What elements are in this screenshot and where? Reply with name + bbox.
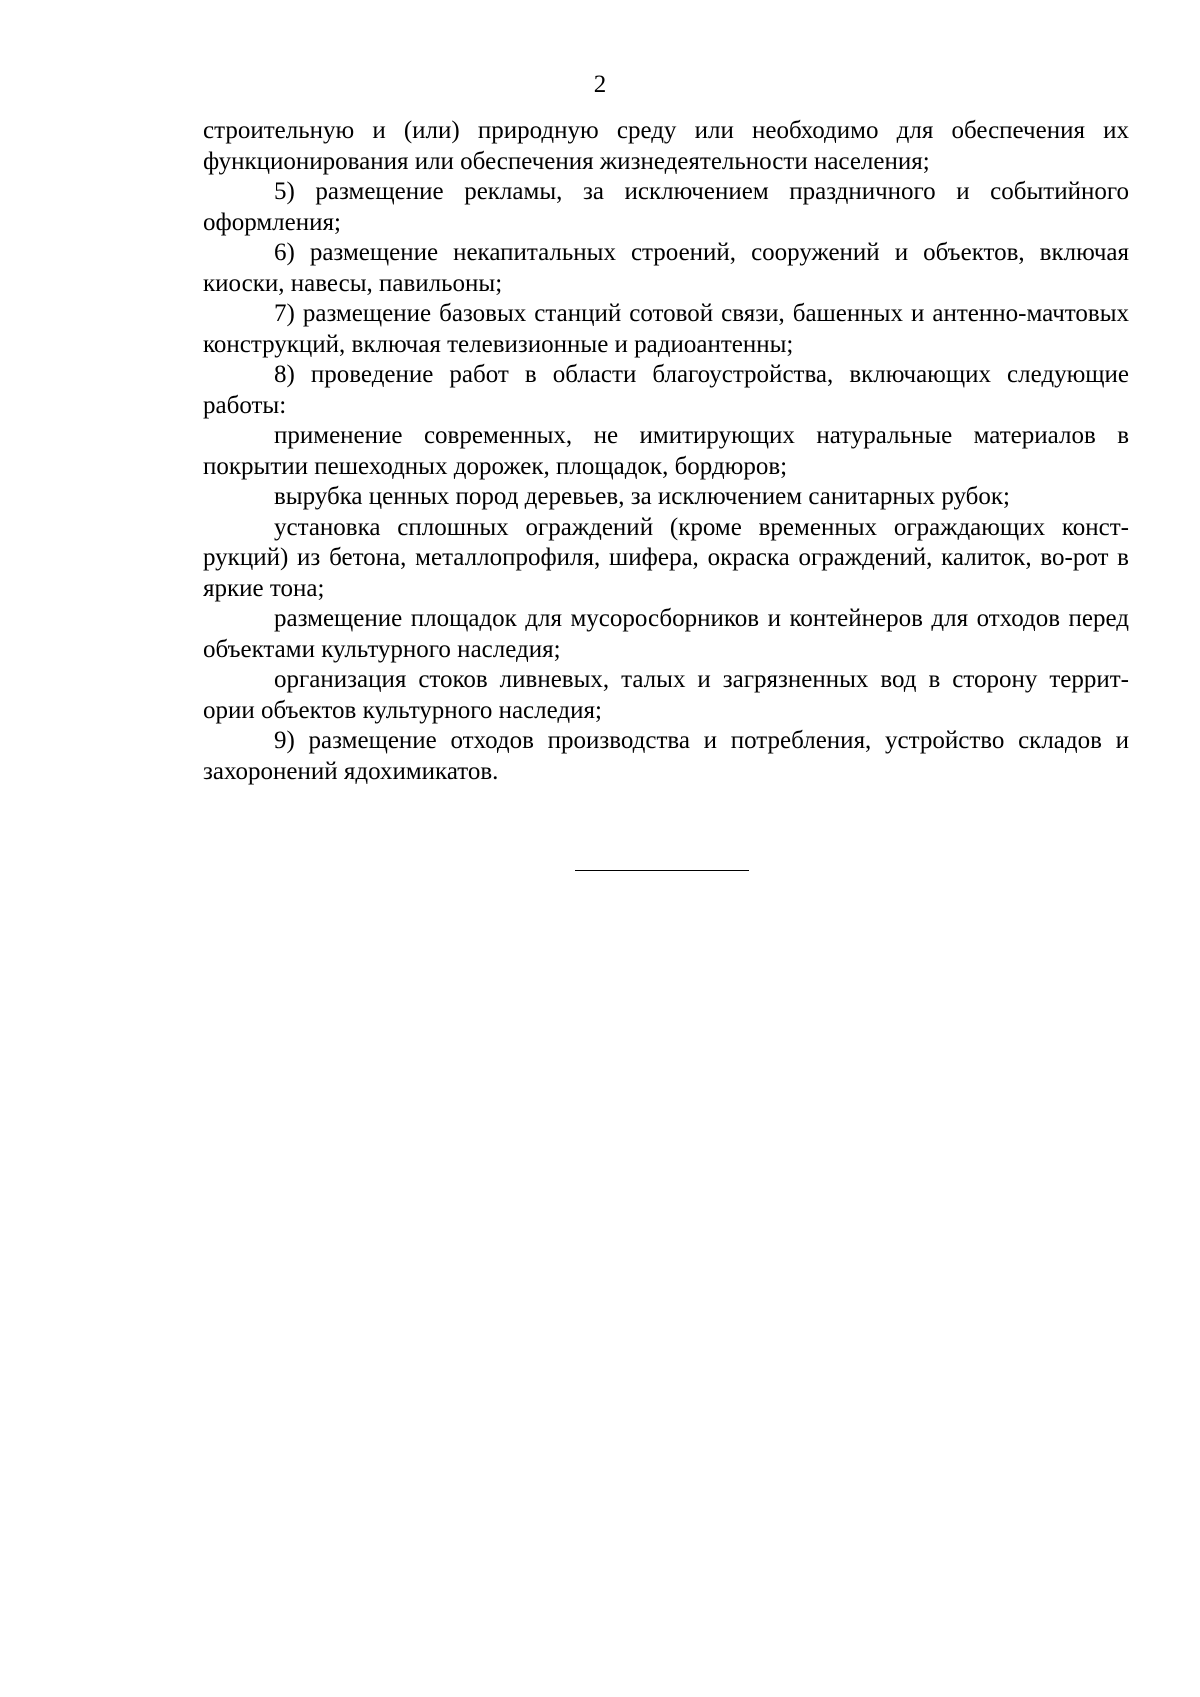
document-body: [203, 116, 1129, 787]
paragraph-subitem-tree-felling: вырубка ценных пород деревьев, за исключением санитарных рубок;: [274, 483, 1010, 510]
paragraph-subitem-fences: установка сплошных ограждений (кроме временных ограждающих конст-рукций) из бетона, металлопрофиля, шифера, окраска ограждений, калиток, во-рот в яркие тона;: [203, 513, 1129, 602]
paragraph-subitem-paving: применение современных, не имитирующих натуральные материалов в покрытии пешеходных дорожек, площадок, бордюров;: [203, 422, 1129, 480]
paragraph-subitem-drainage: организация стоков ливневых, талых и загрязненных вод в сторону террит-ории объектов культурного наследия;: [203, 666, 1129, 724]
paragraph-continuation: строительную и (или) природную среду или необходимо для обеспечения их функционирования или обеспечения жизнедеятельности населения;: [203, 117, 1129, 175]
paragraph-item-8: 8) проведение работ в области благоустройства, включающих следующие работы:: [203, 361, 1129, 419]
end-of-document-rule: [575, 870, 749, 871]
paragraph-item-7: 7) размещение базовых станций сотовой связи, башенных и антенно-мачтовых конструкций, включая телевизионные и радиоантенны;: [203, 300, 1129, 358]
paragraph-item-9: 9) размещение отходов производства и потребления, устройство складов и захоронений ядохимикатов.: [203, 727, 1129, 785]
paragraph-item-6: 6) размещение некапитальных строений, сооружений и объектов, включая киоски, навесы, павильоны;: [203, 239, 1129, 297]
paragraph-item-5: 5) размещение рекламы, за исключением праздничного и событийного оформления;: [203, 178, 1129, 236]
page-number: 2: [593, 71, 607, 98]
paragraph-subitem-waste-sites: размещение площадок для мусоросборников и контейнеров для отходов перед объектами культурного наследия;: [203, 605, 1129, 663]
